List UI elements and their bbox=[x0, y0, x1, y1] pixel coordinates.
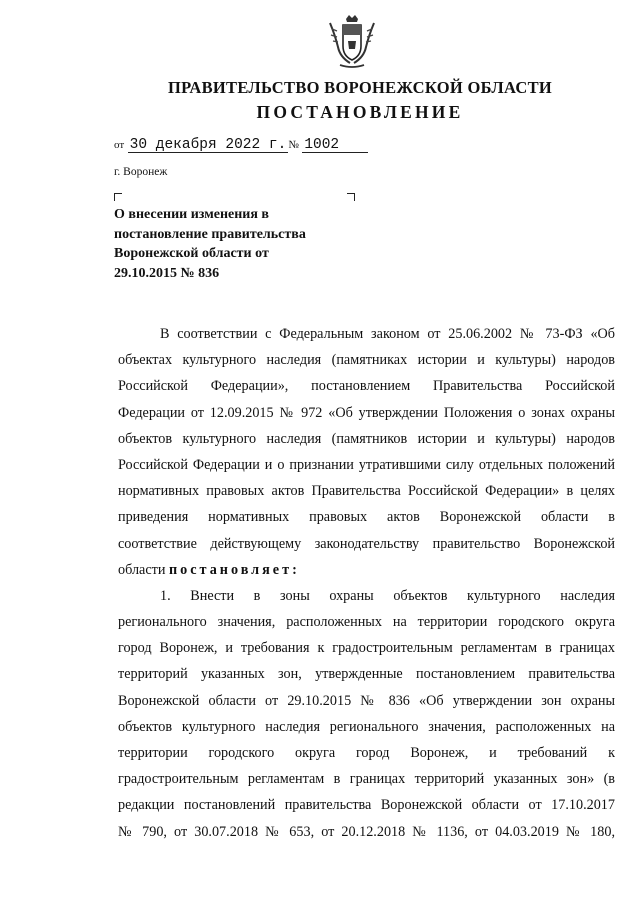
item-1-line: город Воронеж, и требования к градостроительным регламентам в границах bbox=[118, 640, 615, 657]
body-line: В соответствии с Федеральным законом от 25.06.2002 № 73-ФЗ «Об bbox=[160, 326, 615, 342]
body-line: Российской Федерации и о признании утратившими силу отдельных положений bbox=[118, 456, 615, 473]
body-line: Российской Федерации», постановлением Правительства Российской bbox=[118, 378, 615, 395]
body-line: Федерации от 12.09.2015 № 972 «Об утверждении Положения о зонах охраны bbox=[118, 404, 615, 421]
corner-mark-right bbox=[347, 193, 355, 201]
item-1-line: территории городского округа город Воронеж, и требований к bbox=[118, 745, 615, 761]
city: г. Воронеж bbox=[114, 166, 168, 178]
body-line: объектов культурного наследия (памятников истории и культуры) народов bbox=[118, 430, 615, 447]
subject-line: О внесении изменения в bbox=[114, 207, 269, 222]
item-1-line: регионального значения, расположенных на территории городского округа bbox=[118, 614, 615, 631]
government-name: ПРАВИТЕЛЬСТВО ВОРОНЕЖСКОЙ ОБЛАСТИ bbox=[167, 78, 553, 97]
date-prefix: от bbox=[114, 139, 125, 151]
item-1-line: объектов культурного наследия регионального значения, расположенных на bbox=[118, 718, 615, 735]
decree-number: 1002 bbox=[302, 138, 368, 153]
body-line-decrees bbox=[118, 557, 615, 583]
item-1-line: градостроительным регламентам в границах территорий указанных зон» (в bbox=[118, 771, 615, 788]
item-1-line: 1. Внести в зоны охраны объектов культурного наследия bbox=[160, 587, 615, 604]
voronezh-coat-of-arms-icon bbox=[326, 13, 378, 71]
decrees-prefix: области bbox=[118, 561, 166, 578]
body-line: объектах культурного наследия (памятниках истории и культуры) народов bbox=[118, 352, 615, 369]
number-prefix: № bbox=[288, 139, 299, 151]
document-type: ПОСТАНОВЛЕНИЕ bbox=[256, 102, 464, 122]
subject-line: 29.10.2015 № 836 bbox=[114, 265, 220, 281]
subject-line: постановление правительства bbox=[114, 226, 306, 242]
item-1-line: № 790, от 30.07.2018 № 653, от 20.12.2018 № 1136, от 04.03.2019 № 180, bbox=[118, 823, 615, 840]
body-line: соответствие действующему законодательству правительство Воронежской bbox=[118, 535, 615, 552]
item-1-line: Воронежской области от 29.10.2015 № 836 «Об утверждении зон охраны bbox=[118, 692, 615, 709]
corner-mark-left bbox=[114, 193, 122, 201]
subject-line: Воронежской области от bbox=[114, 246, 269, 261]
body-line: приведения нормативных правовых актов Воронежской области в bbox=[118, 509, 615, 526]
decree-body bbox=[118, 321, 615, 845]
item-1-line: редакции постановлений правительства Воронежской области от 17.10.2017 bbox=[118, 797, 615, 814]
decree-subject bbox=[114, 205, 354, 283]
decrees-word: постановляет: bbox=[168, 561, 300, 578]
decree-date: 30 декабря 2022 г. bbox=[129, 137, 287, 153]
body-line: нормативных правовых актов Правительства Российской Федерации» в целях bbox=[118, 483, 615, 500]
item-1-line: территорий указанных зон, утвержденные постановлением правительства bbox=[118, 666, 615, 683]
date-number-line bbox=[114, 137, 368, 153]
